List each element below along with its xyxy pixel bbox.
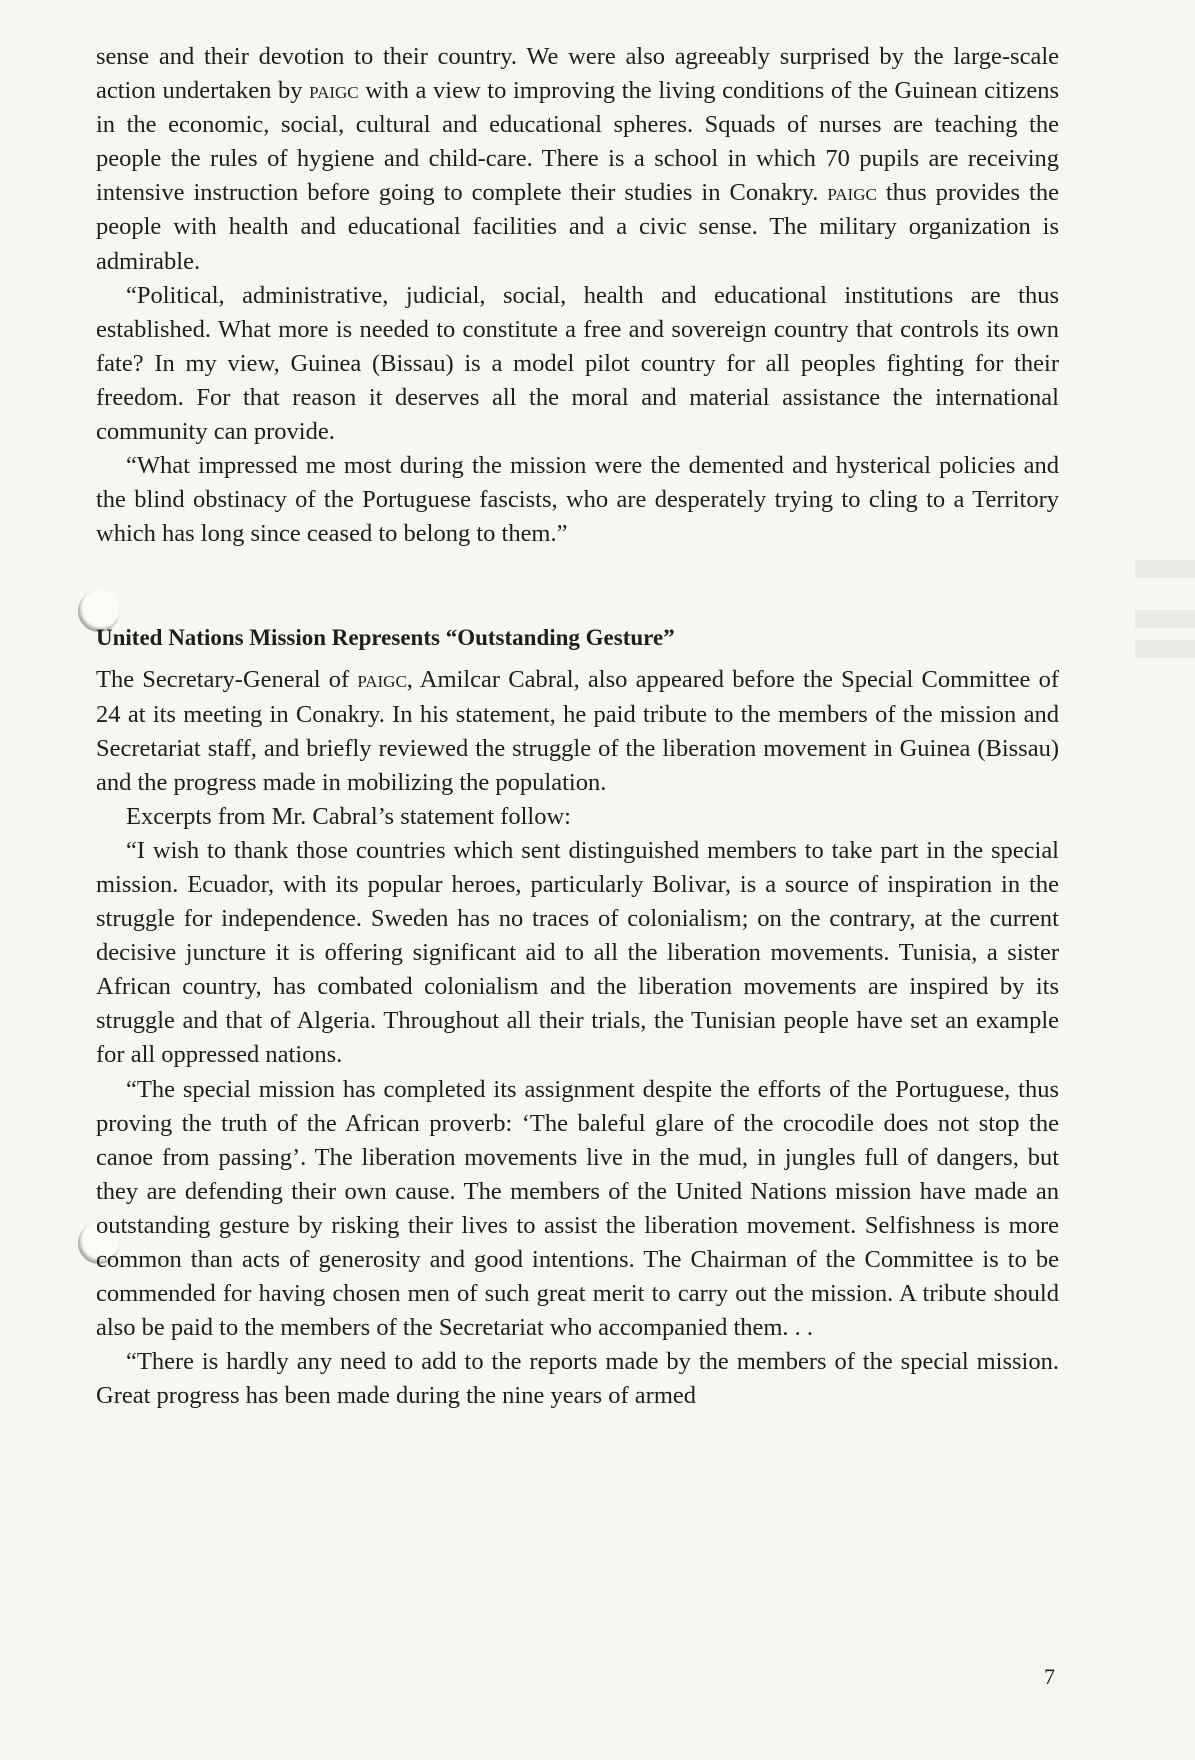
paragraph: “What impressed me most during the mission were the demented and hysterical policies and the blind obstinacy of the Portuguese fascists, who are desperately trying to cling to a Territory which has long since ceased to belong to them.”	[96, 452, 1059, 548]
paragraph: The Secretary-General of paigc, Amilcar Cabral, also appeared before the Special Committee of 24 at its meeting in Conakry. In his statement, he paid tribute to the members of the mission and Secretariat staff, and briefly reviewed the struggle of the liberation movement in Guinea (Bissau) and the progress made in mobilizing the population.	[96, 666, 1059, 796]
bleed-through-mark	[1135, 560, 1195, 578]
paragraph: Excerpts from Mr. Cabral’s statement follow:	[126, 802, 571, 830]
document-page	[96, 40, 1059, 1413]
bleed-through-mark	[1135, 640, 1195, 658]
paragraph: “The special mission has completed its assignment despite the efforts of the Portuguese, thus proving the truth of the African proverb: ‘The baleful glare of the crocodile does not stop the canoe from passing’. The liberation movements live in the mud, in jungles full of dangers, but they are defending their own cause. The members of the United Nations mission have made an outstanding gesture by risking their lives to assist the liberation movement. Selfishness is more common than acts of generosity and good intentions. The Chairman of the Committee is to be commended for having chosen men of such great merit to carry out the mission. A tribute should also be paid to the members of the Secretariat who accompanied them. . .	[96, 1075, 1059, 1342]
acronym-paigc: paigc	[309, 77, 359, 105]
page-number: 7	[1044, 1664, 1055, 1689]
paragraph: sense and their devotion to their country. We were also agreeably surprised by the large-scale action undertaken by paigc with a view to improving the living conditions of the Guinean citizens in the economic, social, cultural and educational spheres. Squads of nurses are teaching the people the rules of hygiene and child-care. There is a school in which 70 pupils are receiving intensive instruction before going to complete their studies in Conakry. paigc thus provides the people with health and educational facilities and a civic sense. The military organization is admirable.	[96, 43, 1060, 275]
paragraph: “Political, administrative, judicial, social, health and educational institutions are thus established. What more is needed to constitute a free and sovereign country that controls its own fate? In my view, Guinea (Bissau) is a model pilot country for all peoples fighting for their freedom. For that reason it deserves all the moral and material assistance the international community can provide.	[96, 281, 1059, 446]
section-heading: United Nations Mission Represents “Outstanding Gesture”	[96, 625, 675, 651]
paragraph: “There is hardly any need to add to the reports made by the members of the special mission. Great progress has been made during the nine years of armed	[96, 1348, 1059, 1410]
acronym-paigc: paigc	[357, 666, 407, 694]
paragraph: “I wish to thank those countries which sent distinguished members to take part in the special mission. Ecuador, with its popular heroes, particularly Bolivar, is a source of inspiration in the struggle for independence. Sweden has no traces of colonialism; on the contrary, at the current decisive juncture it is offering significant aid to all the liberation movements. Tunisia, a sister African country, has combated colonialism and the liberation movements are inspired by its struggle and that of Algeria. Throughout all their trials, the Tunisian people have set an example for all oppressed nations.	[96, 836, 1059, 1069]
bleed-through-mark	[1135, 610, 1195, 628]
acronym-paigc: paigc	[827, 179, 877, 207]
